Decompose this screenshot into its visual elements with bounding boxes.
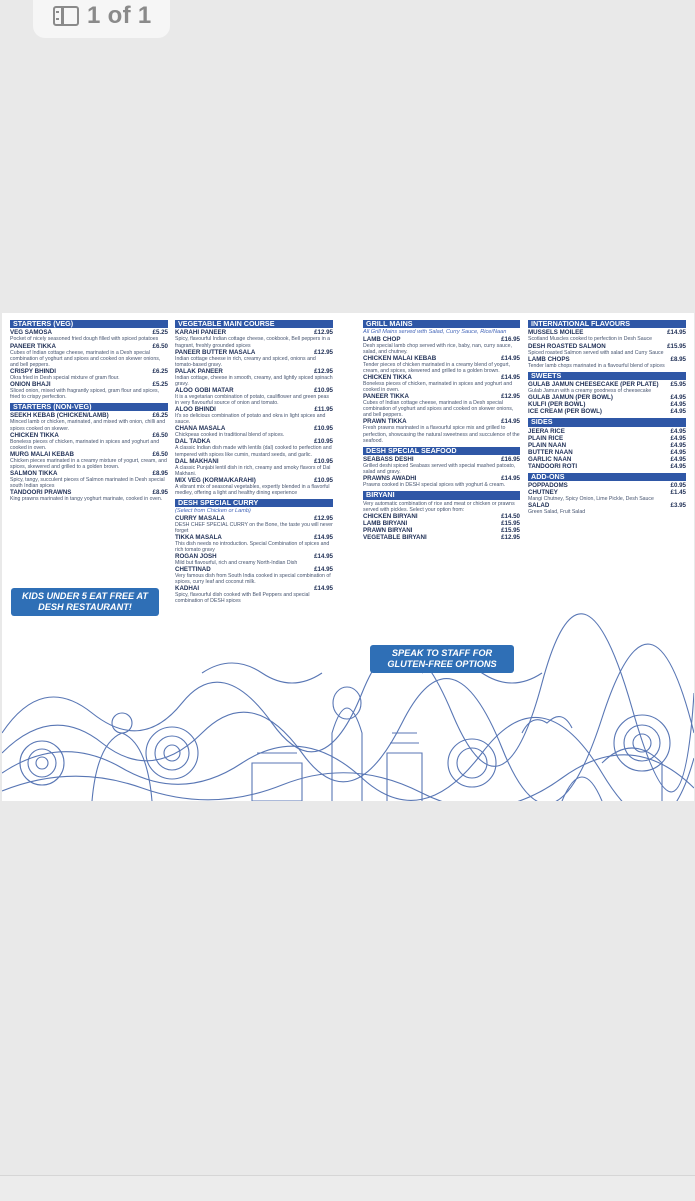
section-title: STARTERS (VEG)	[10, 320, 168, 328]
item-price: £14.95	[314, 533, 333, 541]
item-name: SEABASS DESHI	[363, 456, 414, 464]
item-name: CHICKEN BIRYANI	[363, 513, 418, 521]
menu-column-1	[10, 320, 168, 505]
section-note: (Select from Chicken or Lamb)	[175, 508, 251, 515]
item-price: £6.50	[152, 431, 168, 439]
menu-item	[10, 368, 168, 375]
item-price: £15.95	[501, 520, 520, 528]
item-price: £4.95	[670, 408, 686, 416]
item-name: GULAB JAMUN CHEESECAKE (PER PLATE)	[528, 381, 659, 389]
item-price: £14.95	[501, 373, 520, 381]
menu-item	[175, 477, 333, 484]
item-price: £10.95	[314, 425, 333, 433]
menu-item	[175, 349, 333, 356]
menu-item	[528, 435, 686, 442]
item-price: £14.50	[501, 513, 520, 521]
item-description: DESH CHEF SPECIAL CURRY on the Bone, the taste you will never forget	[175, 521, 333, 534]
item-description: It is a vegetarian combination of potato, cauliflower and green peas in very flavourful source of onion and tomato.	[175, 393, 329, 407]
menu-section	[528, 372, 686, 416]
section-note: All Grill Mains served with Salad, Curry Sauce, Rice/Naan	[363, 329, 507, 336]
item-name: GULAB JAMUN (PER BOWL)	[528, 394, 613, 402]
item-name: PRAWN BIRYANI	[363, 527, 413, 535]
section-title: SWEETS	[528, 372, 686, 380]
item-price: £12.95	[501, 534, 520, 542]
item-name: PRAWN TIKKA	[363, 418, 407, 426]
section-title: DESH SPECIAL CURRY	[175, 499, 333, 507]
menu-item	[363, 336, 520, 343]
item-name: PRAWNS AWADHI	[363, 475, 417, 483]
menu-item	[363, 520, 520, 527]
menu-item	[175, 553, 333, 560]
item-price: £10.95	[314, 438, 333, 446]
item-description: A vibrant mix of seasonal vegetables, expertly blended in a flavorful medley, offering a light and healthy dining experience	[175, 483, 330, 496]
item-price: £5.25	[152, 380, 168, 388]
menu-item	[528, 408, 686, 415]
menu-item	[175, 534, 333, 541]
item-name: TIKKA MASALA	[175, 533, 222, 541]
item-price: £10.95	[314, 476, 333, 484]
item-price: £10.95	[314, 457, 333, 465]
menu-item	[528, 482, 686, 489]
menu-item	[528, 456, 686, 463]
item-price: £5.95	[670, 381, 686, 389]
item-description: Boneless pieces of chicken, marinated in spices and yoghurt and cooked in oven.	[363, 380, 513, 394]
item-price: £5.25	[152, 329, 168, 337]
item-name: TANDOORI ROTI	[528, 462, 578, 470]
menu-item	[528, 502, 686, 509]
item-name: CHETTINAD	[175, 566, 211, 574]
section-title: DESH SPECIAL SEAFOOD	[363, 447, 520, 455]
menu-column-4	[528, 320, 686, 518]
menu-item	[528, 428, 686, 435]
menu-item	[363, 355, 520, 362]
menu-item	[528, 329, 686, 336]
menu-item	[363, 475, 520, 482]
item-price: £4.95	[670, 401, 686, 409]
item-name: PANEER BUTTER MASALA	[175, 348, 256, 356]
menu-item	[175, 566, 333, 573]
item-name: JEERA RICE	[528, 427, 565, 435]
menu-item	[528, 401, 686, 408]
item-name: DAL TADKA	[175, 438, 211, 446]
menu-column-2	[175, 320, 333, 607]
menu-item	[10, 329, 168, 336]
menu-item	[10, 343, 168, 350]
menu-section	[10, 320, 168, 400]
item-description: Minced lamb or chicken, marinated, and mixed with onion, chilli and spices cooked on skewer.	[10, 419, 166, 432]
menu-item	[528, 356, 686, 363]
item-price: £12.95	[314, 329, 333, 337]
item-name: SALMON TIKKA	[10, 470, 58, 478]
section-title: INTERNATIONAL FLAVOURS	[528, 320, 686, 328]
section-title: ADD-ONS	[528, 473, 686, 481]
menu-item	[363, 393, 520, 400]
item-description: Cubes of Indian cottage cheese, marinated in a Desh special combination of yoghurt and spices and cooked on skewer onions, and bell peppers.	[10, 349, 161, 368]
section-title: VEGETABLE MAIN COURSE	[175, 320, 333, 328]
item-name: POPPADOMS	[528, 482, 568, 489]
item-description: Mangi Chutney, Spicy Onion, Lime Pickle, Desh Sauce	[528, 496, 654, 502]
item-description: Spicy, tangy, succulent pieces of Salmon marinated in Desh special south Indian spices	[10, 477, 165, 490]
item-description: Fresh prawns marinated in a flavourful spice mix and grilled to perfection, showcasing the natural sweetness and succulence of the seafood.	[363, 425, 520, 444]
item-name: KADHAI	[175, 585, 200, 593]
menu-section	[363, 320, 520, 444]
menu-item	[363, 418, 520, 425]
item-name: ONION BHAJI	[10, 380, 51, 388]
menu-item	[10, 470, 168, 477]
item-description: King prawns marinated in tangy yoghurt marinate, cooked in oven.	[10, 496, 163, 503]
item-price: £4.95	[670, 448, 686, 456]
item-name: KULFI (PER BOWL)	[528, 401, 586, 409]
item-name: GARLIC NAAN	[528, 455, 572, 463]
item-price: £12.95	[314, 348, 333, 356]
menu-item	[10, 381, 168, 388]
item-price: £3.95	[670, 502, 686, 510]
menu-section	[528, 320, 686, 369]
item-name: PANEER TIKKA	[10, 342, 56, 350]
item-price: £14.95	[501, 418, 520, 426]
gluten-free-banner: SPEAK TO STAFF FOR GLUTEN-FREE OPTIONS	[370, 645, 514, 673]
item-price: £4.95	[670, 455, 686, 463]
page-counter[interactable]	[33, 0, 170, 38]
menu-section	[175, 320, 333, 496]
viewer-bottom-bar	[0, 1175, 695, 1201]
item-description: Grilled deshi spiced Seabass served with special mashed patoato, salad and gravy.	[363, 463, 516, 476]
item-price: £15.95	[667, 342, 686, 350]
item-name: MURG MALAI KEBAB	[10, 450, 74, 458]
item-name: PALAK PANEER	[175, 367, 223, 375]
item-name: CHUTNEY	[528, 489, 558, 496]
item-price: £15.95	[501, 527, 520, 535]
menu-section	[363, 447, 520, 489]
item-description: Spicy, flavourful Indian cottage cheese, cookbook, Bell peppers in a fragrant, freshly grounded spices	[175, 336, 331, 349]
item-description: Pocket of nicely seasoned fried dough filled with spiced potatoes	[10, 336, 159, 343]
item-name: ROGAN JOSH	[175, 552, 217, 560]
menu-item	[175, 425, 333, 432]
item-name: ALOO GOBI MATAR	[175, 386, 234, 394]
item-name: PLAIN RICE	[528, 434, 564, 442]
item-name: BUTTER NAAN	[528, 448, 573, 456]
item-description: Tender pieces of chicken marinated in a creamy blend of yogurt, cream, and spices, skewered and grilled to a golden brown.	[363, 361, 511, 374]
menu-item	[363, 534, 520, 541]
section-intro: Very automatic combination of rice and meat or chicken or prawns served with pickles. Select your option from:	[363, 500, 515, 513]
item-name: LAMB CHOPS	[528, 355, 570, 363]
item-price: £4.95	[670, 434, 686, 442]
menu-item	[528, 394, 686, 401]
menu-item	[363, 513, 520, 520]
menu-item	[10, 451, 168, 458]
item-price: £8.95	[152, 489, 168, 497]
menu-item	[10, 432, 168, 439]
item-price: £8.95	[670, 355, 686, 363]
item-price: £14.95	[314, 585, 333, 593]
kids-eat-free-banner: KIDS UNDER 5 EAT FREE AT DESH RESTAURANT!	[11, 588, 159, 616]
item-name: CHICKEN TIKKA	[10, 431, 59, 439]
item-price: £12.95	[314, 514, 333, 522]
item-description: Mild but flavourful, rich and creamy North-Indian Dish	[175, 559, 298, 566]
menu-item	[175, 515, 333, 522]
item-price: £14.95	[314, 566, 333, 574]
menu-item	[10, 412, 168, 419]
item-price: £12.95	[501, 393, 520, 401]
section-title: SIDES	[528, 418, 686, 426]
menu-item	[528, 449, 686, 456]
menu-item	[175, 329, 333, 336]
item-description: Chickpeas cooked in traditional blend of spices.	[175, 432, 285, 439]
item-description: Prawns cooked in DESH special spices with yoghurt & cream.	[363, 482, 506, 489]
item-name: LAMB BIRYANI	[363, 520, 408, 528]
menu-item	[175, 387, 333, 394]
item-description: Gulab Jamun with a creamy goodness of cheesecake	[528, 388, 652, 395]
item-description: Okra fried in Desh special mixture of gram flour.	[10, 374, 120, 381]
menu-section	[363, 491, 520, 541]
item-description: This dish needs no introduction. Special Combination of spices and rich tomato gravy	[175, 540, 330, 553]
item-name: CRISPY BHINDI	[10, 367, 56, 375]
menu-item	[175, 438, 333, 445]
menu-item	[175, 368, 333, 375]
menu-item	[175, 406, 333, 413]
item-price: £14.95	[501, 475, 520, 483]
item-name: TANDOORI PRAWNS	[10, 489, 72, 497]
menu-item	[363, 374, 520, 381]
item-description: Spiced roasted Salmon served with salad and Curry Sauce	[528, 349, 664, 356]
item-name: ALOO BHINDI	[175, 406, 216, 414]
item-price: £14.95	[314, 552, 333, 560]
item-description: Cubes of Indian cottage cheese, marinated in a Desh special combination of yoghurt and spices and cooked on skewer onions, and bell peppers.	[363, 400, 514, 419]
item-description: Green Salad, Fruit Salad	[528, 509, 586, 516]
menu-item	[528, 442, 686, 449]
item-price: £4.95	[670, 427, 686, 435]
item-description: It's so delicious combination of potato and okra in light spices and sauce.	[175, 413, 326, 426]
item-name: CHICKEN MALAI KEBAB	[363, 354, 437, 362]
item-price: £6.25	[152, 367, 168, 375]
item-price: £16.95	[501, 335, 520, 343]
item-description: Spicy, flavourful dish cooked with Bell Peppers and special combination of DESH spices	[175, 592, 310, 605]
section-title: STARTERS (NON-VEG)	[10, 403, 168, 411]
item-price: £6.50	[152, 342, 168, 350]
item-name: KARAHI PANEER	[175, 329, 227, 337]
item-price: £10.95	[314, 386, 333, 394]
item-description: Scotland Muscles cooked to perfection in Desh Sauce	[528, 336, 652, 343]
item-name: VEG SAMOSA	[10, 329, 52, 337]
menu-section	[528, 418, 686, 469]
item-price: £14.95	[501, 354, 520, 362]
menu-item	[528, 381, 686, 388]
menu-section	[10, 403, 168, 502]
item-description: Chicken pieces marinated in a creamy mixture of yogurt, cream, and spices, skewered and grilled to a golden brown.	[10, 457, 167, 470]
item-price: £8.95	[152, 470, 168, 478]
menu-section	[175, 499, 333, 604]
item-price: £6.50	[152, 450, 168, 458]
menu-item	[175, 585, 333, 592]
item-name: CHANA MASALA	[175, 425, 226, 433]
item-price: £0.95	[670, 482, 686, 489]
menu-item	[528, 463, 686, 470]
item-name: PLAIN NAAN	[528, 441, 567, 449]
item-description: A classic Punjabi lentil dish in rich, creamy and smoky flavors of Dal Makhani.	[175, 464, 331, 477]
item-name: VEGETABLE BIRYANI	[363, 534, 427, 542]
menu-item	[528, 489, 686, 496]
item-price: £1.45	[670, 489, 686, 496]
item-name: ICE CREAM (PER BOWL)	[528, 408, 602, 416]
item-price: £4.95	[670, 462, 686, 470]
item-name: MUSSELS MOILEE	[528, 329, 584, 337]
item-price: £4.95	[670, 394, 686, 402]
decorative-artwork	[2, 613, 694, 801]
menu-section	[528, 473, 686, 516]
item-price: £6.25	[152, 412, 168, 420]
item-price: £14.95	[667, 329, 686, 337]
item-name: CHICKEN TIKKA	[363, 373, 412, 381]
page-counter-label: 1 of 1	[87, 2, 152, 29]
section-title: BIRYANI	[363, 491, 520, 499]
item-price: £16.95	[501, 456, 520, 464]
item-name: CURRY MASALA	[175, 514, 225, 522]
item-description: Tender lamb chops marinated in a flavourful blend of spices	[528, 362, 665, 369]
item-price: £12.95	[314, 367, 333, 375]
item-name: PANEER TIKKA	[363, 393, 409, 401]
menu-item	[175, 458, 333, 465]
item-name: SALAD	[528, 502, 550, 510]
menu-column-3	[363, 320, 520, 544]
menu-item	[363, 527, 520, 534]
menu-item	[363, 456, 520, 463]
item-description: A classic Indian dish made with lentils (dal) cooked to perfection and tempered with spices like cumin, mustard seeds, and garlic.	[175, 445, 332, 458]
item-name: DESH ROASTED SALMON	[528, 342, 606, 350]
menu-item	[10, 489, 168, 496]
item-description: Sliced onion, mixed with fragrantly spiced, gram flour and spices, fried to crispy perfection.	[10, 387, 160, 400]
sidebar-toggle-icon[interactable]	[53, 6, 79, 26]
menu-item	[528, 343, 686, 350]
item-description: Very famous dish from South India cooked in special combination of spices, curry leaf and coconut milk.	[175, 573, 331, 586]
item-price: £11.95	[314, 406, 333, 414]
item-name: SEEKH KEBAB (CHICKEN/LAMB)	[10, 412, 109, 420]
section-title: GRILL MAINS	[363, 320, 520, 328]
item-description: Desh special lamb chop served with rice, baby, nan, curry sauce, salad, and chutney.	[363, 342, 512, 355]
item-description: Boneless pieces of chicken, marinated in spices and yoghurt and cooked in oven.	[10, 438, 160, 451]
item-price: £4.95	[670, 441, 686, 449]
item-description: Indian cottage, cheese in smooth, creamy, and lightly spiced spinach gravy.	[175, 374, 333, 387]
item-name: MIX VEG (KORMA/KARAHI)	[175, 476, 256, 484]
item-description: Indian cottage cheese in rich, creamy and spiced, onions and tomato-based gravy.	[175, 355, 316, 368]
menu-page	[2, 313, 694, 801]
item-name: DAL MAKHANI	[175, 457, 219, 465]
item-name: LAMB CHOP	[363, 335, 401, 343]
